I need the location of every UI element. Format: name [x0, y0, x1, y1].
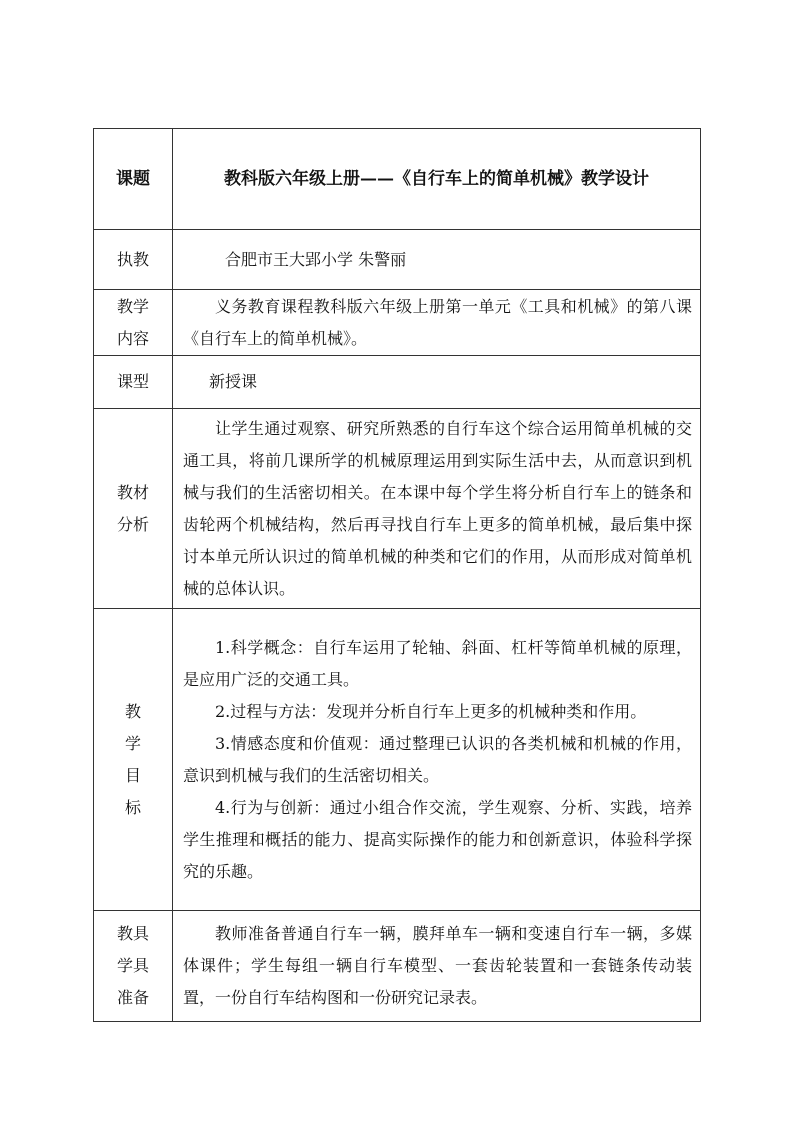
- goals-value: [173, 609, 701, 911]
- materials-label: [94, 911, 173, 1022]
- analysis-label: [94, 409, 173, 609]
- goal-item: 2.过程与方法：发现并分析自行车上更多的机械种类和作用。: [215, 701, 647, 721]
- row-title: [94, 129, 701, 230]
- content-label: [94, 290, 173, 356]
- row-goals: [94, 609, 701, 911]
- row-materials: [94, 911, 701, 1022]
- content-label-line-2: 内容: [116, 328, 149, 348]
- type-label: 课型: [94, 356, 173, 409]
- title-label: 课题: [94, 129, 173, 230]
- goals-label-char-2: 学: [124, 733, 141, 753]
- goal-item: 1.科学概念：自行车运用了轮轴、斜面、杠杆等简单机械的原理，是应用广泛的交通工具。: [183, 637, 692, 689]
- goals-label-char-1: 教: [124, 701, 141, 721]
- analysis-label-line-2: 分析: [116, 514, 149, 534]
- goal-item: 4.行为与创新：通过小组合作交流，学生观察、分析、实践，培养学生推理和概括的能力、提高实际操作的能力和创新意识，体验科学探究的乐趣。: [183, 797, 692, 881]
- row-content: [94, 290, 701, 356]
- content-value: 义务教育课程教科版六年级上册第一单元《工具和机械》的第八课《自行车上的简单机械》。: [173, 290, 701, 356]
- title-value: 教科版六年级上册——《自行车上的简单机械》教学设计: [173, 129, 701, 230]
- materials-label-line-3: 准备: [116, 988, 149, 1007]
- type-value: 新授课: [173, 356, 701, 409]
- teacher-label: 执教: [94, 230, 173, 290]
- goals-label-char-3: 目: [124, 765, 141, 785]
- lesson-plan-table: [93, 128, 701, 1022]
- materials-label-line-2: 学具: [116, 956, 149, 975]
- row-analysis: [94, 409, 701, 609]
- goal-item: 3.情感态度和价值观：通过整理已认识的各类机械和机械的作用，意识到机械与我们的生活密切相关。: [183, 733, 692, 785]
- materials-value: 教师准备普通自行车一辆，膜拜单车一辆和变速自行车一辆，多媒体课件；学生每组一辆自行车模型、一套齿轮装置和一套链条传动装置，一份自行车结构图和一份研究记录表。: [173, 911, 701, 1022]
- analysis-label-line-1: 教材: [116, 482, 149, 502]
- teacher-value: 合肥市王大郢小学 朱警丽: [173, 230, 701, 290]
- analysis-value: 让学生通过观察、研究所熟悉的自行车这个综合运用简单机械的交通工具，将前几课所学的机械原理运用到实际生活中去，从而意识到机械与我们的生活密切相关。在本课中每个学生将分析自行车上的链条和齿轮两个机械结构，然后再寻找自行车上更多的简单机械，最后集中探讨本单元所认识过的简单机械的种类和它们的作用，从而形成对简单机械的总体认识。: [173, 409, 701, 609]
- row-type: [94, 356, 701, 409]
- goals-label: [94, 609, 173, 911]
- row-teacher: [94, 230, 701, 290]
- goals-label-char-4: 标: [124, 797, 141, 817]
- content-label-line-1: 教学: [116, 296, 149, 316]
- materials-label-line-1: 教具: [116, 924, 149, 943]
